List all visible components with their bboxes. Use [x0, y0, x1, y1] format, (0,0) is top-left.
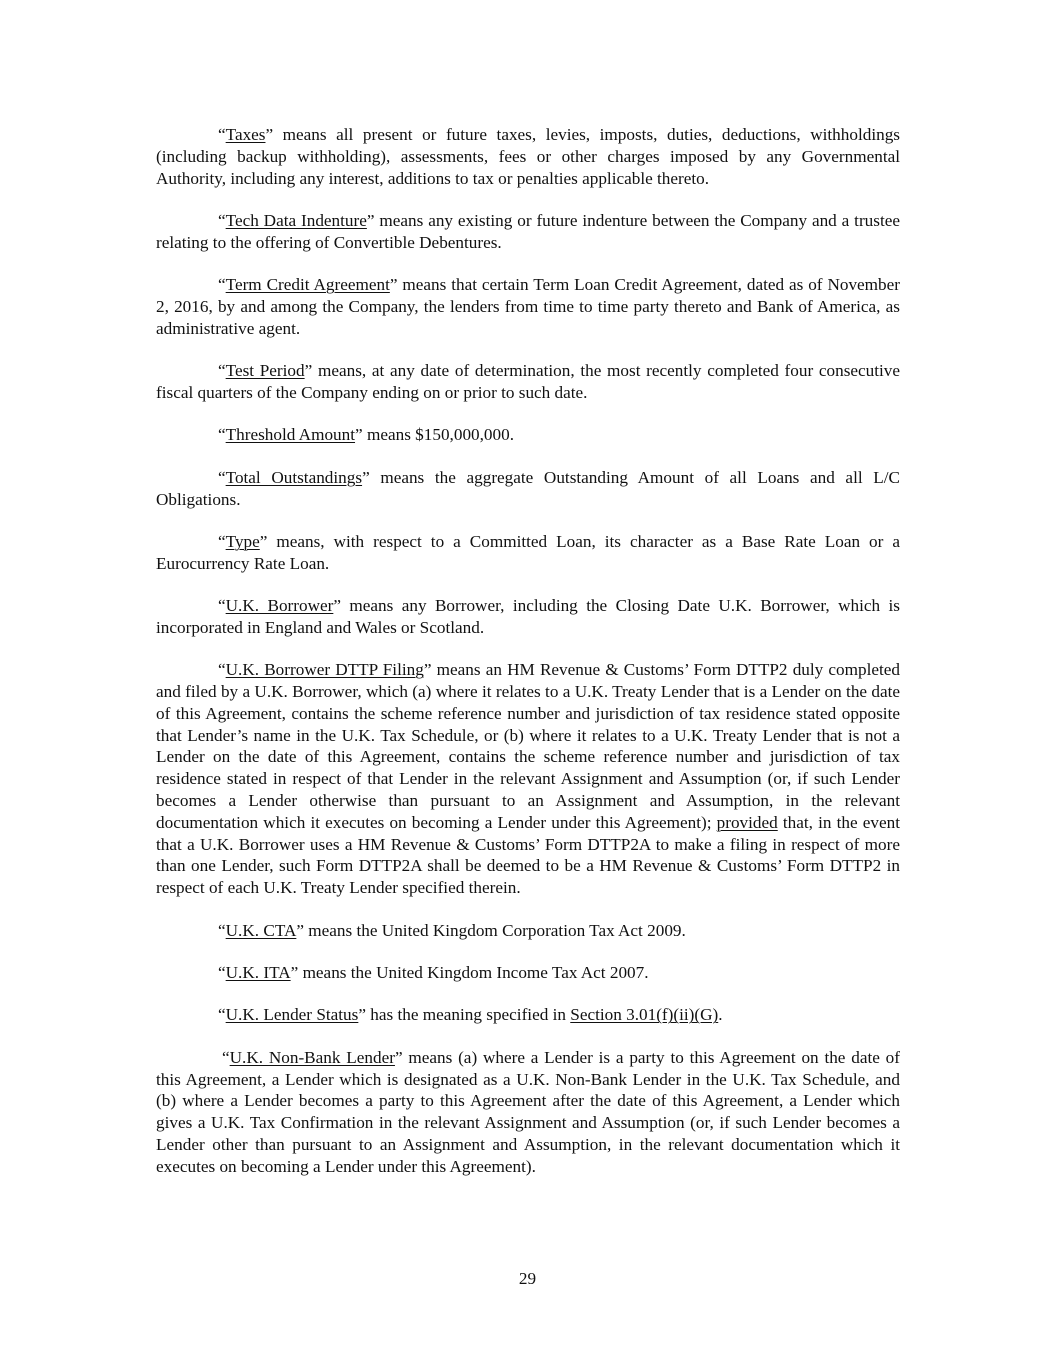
defined-term: Total Outstandings — [225, 467, 363, 487]
close-quote: ” — [296, 920, 304, 940]
open-quote: “ — [218, 125, 226, 144]
definition-text: means any existing or future indenture between the Company and a trustee relating to the offering of Convertible Debentures. — [156, 210, 900, 252]
definition-text: means the United Kingdom Corporation Tax Act 2009. — [304, 920, 686, 940]
section-reference: Section 3.01(f)(ii)(G) — [570, 1005, 719, 1025]
open-quote: “ — [222, 1047, 230, 1067]
definition-total-outstandings — [156, 467, 900, 511]
definition-uk-borrower — [156, 595, 900, 639]
definition-text: means the United Kingdom Income Tax Act 2007. — [298, 963, 649, 983]
definition-text: means $150,000,000. — [362, 425, 515, 445]
close-quote: ” — [333, 596, 341, 616]
definition-text: means, with respect to a Committed Loan, its character as a Base Rate Loan or a Eurocurrency Rate Loan. — [156, 531, 900, 573]
definition-text: means that certain Term Loan Credit Agreement, dated as of November 2, 2016, by and among the Company, the lenders from time to time party thereto and Bank of America, as administrative agent. — [156, 275, 900, 338]
close-quote: ” — [366, 210, 375, 230]
close-quote: ” — [304, 361, 313, 381]
definition-text-continued: that, in the event that a U.K. Borrower uses a HM Revenue & Customs’ Form DTTP2A to make a filing in respect of more than one Lender, such Form DTTP2A shall be deemed to be a HM Revenue & Customs’ Form DTTP2 in respect of each U.K. Treaty Lender specified therein. — [156, 812, 900, 898]
defined-term: U.K. CTA — [225, 920, 297, 940]
definition-taxes — [156, 124, 900, 189]
defined-term: U.K. Non-Bank Lender — [229, 1047, 395, 1067]
page-number: 29 — [518, 1269, 537, 1288]
definition-text: means any Borrower, including the Closing Date U.K. Borrower, which is incorporated in England and Wales or Scotland. — [156, 596, 900, 637]
close-quote: ” — [394, 1047, 403, 1067]
open-quote: “ — [218, 531, 226, 551]
close-quote: ” — [265, 125, 274, 144]
definition-uk-borrower-dttp-filing — [156, 659, 900, 899]
defined-term: U.K. Lender Status — [225, 1005, 359, 1025]
close-quote: ” — [259, 531, 268, 551]
definition-text: means, at any date of determination, the most recently completed four consecutive fiscal quarters of the Company ending on or prior to such date. — [156, 361, 901, 402]
defined-term: U.K. Borrower DTTP Filing — [225, 660, 424, 680]
open-quote: “ — [218, 920, 226, 940]
definition-uk-non-bank-lender — [156, 1047, 900, 1178]
definition-uk-lender-status — [156, 1004, 900, 1026]
definition-text: means an HM Revenue & Customs’ Form DTTP2 duly completed and filed by a U.K. Borrower, which (a) where it relates to a U.K. Treaty Lender that is a Lender on the date of this Agreement, contains the scheme reference number and jurisdiction of tax residence stated opposite that Lender’s name in the U.K. Tax Schedule, or (b) where it relates to a U.K. Treaty Lender that is not a Lender on the date of this Agreement, contains the scheme reference number and jurisdiction of tax residence stated in respect of that Lender in the relevant Assignment and Assumption (or, if such Lender becomes a Lender otherwise than pursuant to an Assignment and Assumption, in the relevant documentation which it executes on becoming a Lender under this Agreement); — [156, 660, 901, 832]
close-quote: ” — [389, 275, 398, 295]
open-quote: “ — [218, 1005, 226, 1025]
open-quote: “ — [218, 275, 226, 295]
defined-term: U.K. Borrower — [225, 596, 334, 616]
open-quote: “ — [218, 596, 226, 616]
defined-term: Term Credit Agreement — [225, 275, 390, 295]
definition-text: means all present or future taxes, levies, imposts, duties, deductions, withholdings (including backup withholding), assessments, fees or other charges imposed by any Governmental Authority, including any interest, additions to tax or penalties applicable thereto. — [156, 125, 900, 188]
definition-uk-ita — [156, 962, 900, 984]
definition-text: means (a) where a Lender is a party to this Agreement on the date of this Agreement, a Lender which is designated as a U.K. Non-Bank Lender in the U.K. Tax Schedule, and (b) where a Lender becomes a party to this Agreement after the date of this Agreement, a Lender which gives a U.K. Tax Confirmation in the relevant Assignment and Assumption (or, if such Lender becomes a Lender other than pursuant to an Assignment and Assumption, in the relevant documentation which it executes on becoming a Lender under this Agreement). — [156, 1047, 900, 1176]
open-quote: “ — [218, 425, 226, 445]
definition-type — [156, 531, 900, 575]
defined-term: Test Period — [225, 361, 305, 381]
open-quote: “ — [218, 660, 226, 680]
close-quote: ” — [362, 467, 370, 487]
defined-term: Threshold Amount — [225, 425, 356, 445]
definition-uk-cta — [156, 920, 900, 942]
definition-threshold-amount — [156, 424, 900, 446]
definition-term-credit-agreement — [156, 274, 900, 339]
definition-test-period — [156, 360, 900, 404]
provided-term: provided — [716, 812, 778, 832]
definitions-section — [156, 124, 900, 1198]
definition-text-continued: . — [718, 1005, 723, 1025]
open-quote: “ — [218, 963, 226, 983]
open-quote: “ — [218, 467, 226, 487]
open-quote: “ — [218, 210, 226, 230]
definition-tech-data-indenture — [156, 210, 900, 254]
definition-text: means the aggregate Outstanding Amount of all Loans and all L/C Obligations. — [156, 467, 900, 509]
close-quote: ” — [358, 1005, 366, 1025]
defined-term: U.K. ITA — [225, 963, 291, 983]
defined-term: Type — [225, 531, 260, 551]
definition-text: has the meaning specified in — [365, 1005, 571, 1025]
open-quote: “ — [218, 361, 226, 381]
close-quote: ” — [290, 963, 299, 983]
defined-term: Taxes — [225, 125, 266, 144]
close-quote: ” — [423, 660, 432, 680]
defined-term: Tech Data Indenture — [225, 210, 367, 230]
close-quote: ” — [355, 425, 363, 445]
